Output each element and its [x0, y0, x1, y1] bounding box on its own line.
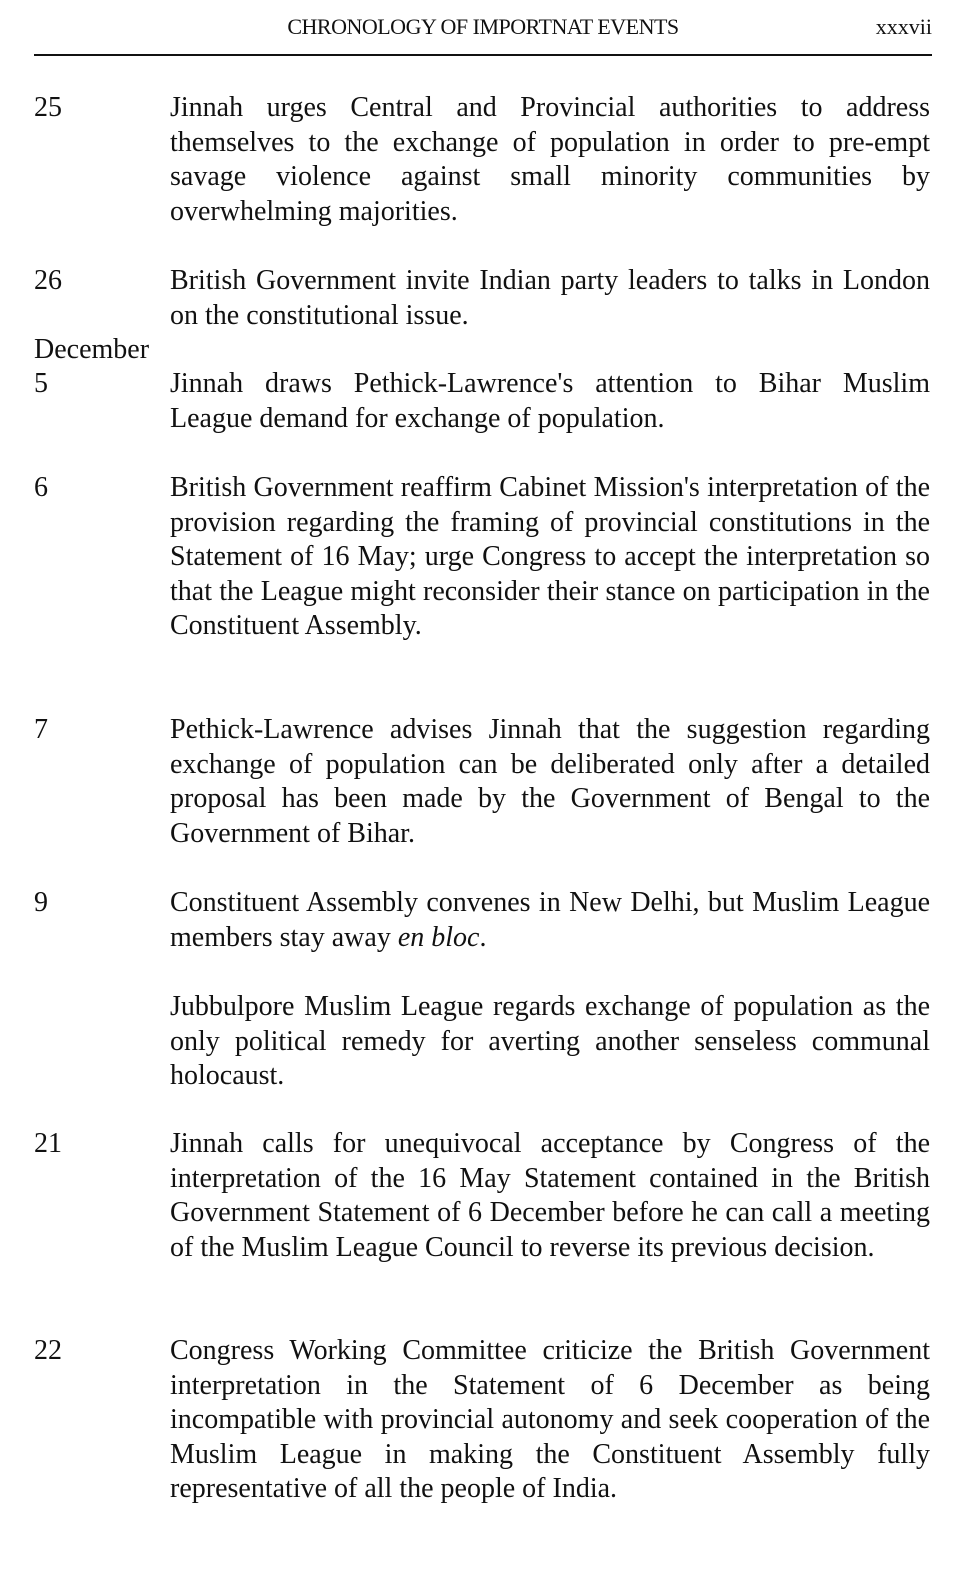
entry-text-italic: en bloc: [397, 921, 480, 953]
entry-text: Jinnah calls for unequivocal acceptance by Congress of the interpretation of the 16 May Statement contained in the British Government Statement of 6 December before he can call a meeting of the Muslim League Council to reverse its previous decision.: [170, 1128, 930, 1263]
entry-day: 21: [34, 1128, 62, 1159]
month-heading: December: [34, 334, 150, 365]
entry-day: 5: [34, 368, 48, 399]
entry-day: 22: [34, 1335, 62, 1366]
entry-day: 9: [34, 887, 48, 918]
header-rule: [34, 54, 932, 56]
entry-text: Congress Working Committee criticize the British Government interpretation in the Statement of 6 December as being incompatible with provincial autonomy and seek cooperation of the Muslim League in making the Constituent Assembly fully representative of all the people of India.: [170, 1335, 930, 1505]
entry-text: Jinnah urges Central and Provincial authorities to address themselves to the exchange of population in order to pre-empt savage violence against small minority communities by overwhelming majorities.: [170, 92, 930, 227]
entry-day: 7: [34, 714, 48, 745]
entry-text-second-paragraph: Jubbulpore Muslim League regards exchange of population as the only political remedy for averting another senseless communal holocaust.: [170, 991, 930, 1092]
running-header: [34, 14, 932, 44]
header-title: CHRONOLOGY OF IMPORTNAT EVENTS: [287, 14, 679, 39]
entry-text-part: Constituent Assembly convenes in New Delhi, but Muslim League members stay away: [170, 887, 930, 953]
entry-day: 26: [34, 265, 62, 296]
entry-text-end: .: [479, 921, 487, 953]
entry-day: 25: [34, 92, 62, 123]
entry-text: [170, 886, 930, 955]
entry-text: British Government invite Indian party leaders to talks in London on the constitutional issue.: [170, 265, 930, 331]
entry-text: Jinnah draws Pethick-Lawrence's attention to Bihar Muslim League demand for exchange of population.: [170, 368, 930, 434]
entry-text: British Government reaffirm Cabinet Mission's interpretation of the provision regarding the framing of provincial constitutions in the Statement of 16 May; urge Congress to accept the interpretation so that the League might reconsider their stance on participation in the Constituent Assembly.: [170, 472, 930, 642]
entry-text: Pethick-Lawrence advises Jinnah that the suggestion regarding exchange of population can be deliberated only after a detailed proposal has been made by the Government of Bengal to the Government of Bihar.: [170, 714, 930, 849]
entry-day: 6: [34, 472, 48, 503]
page-number: xxxvii: [875, 14, 932, 39]
